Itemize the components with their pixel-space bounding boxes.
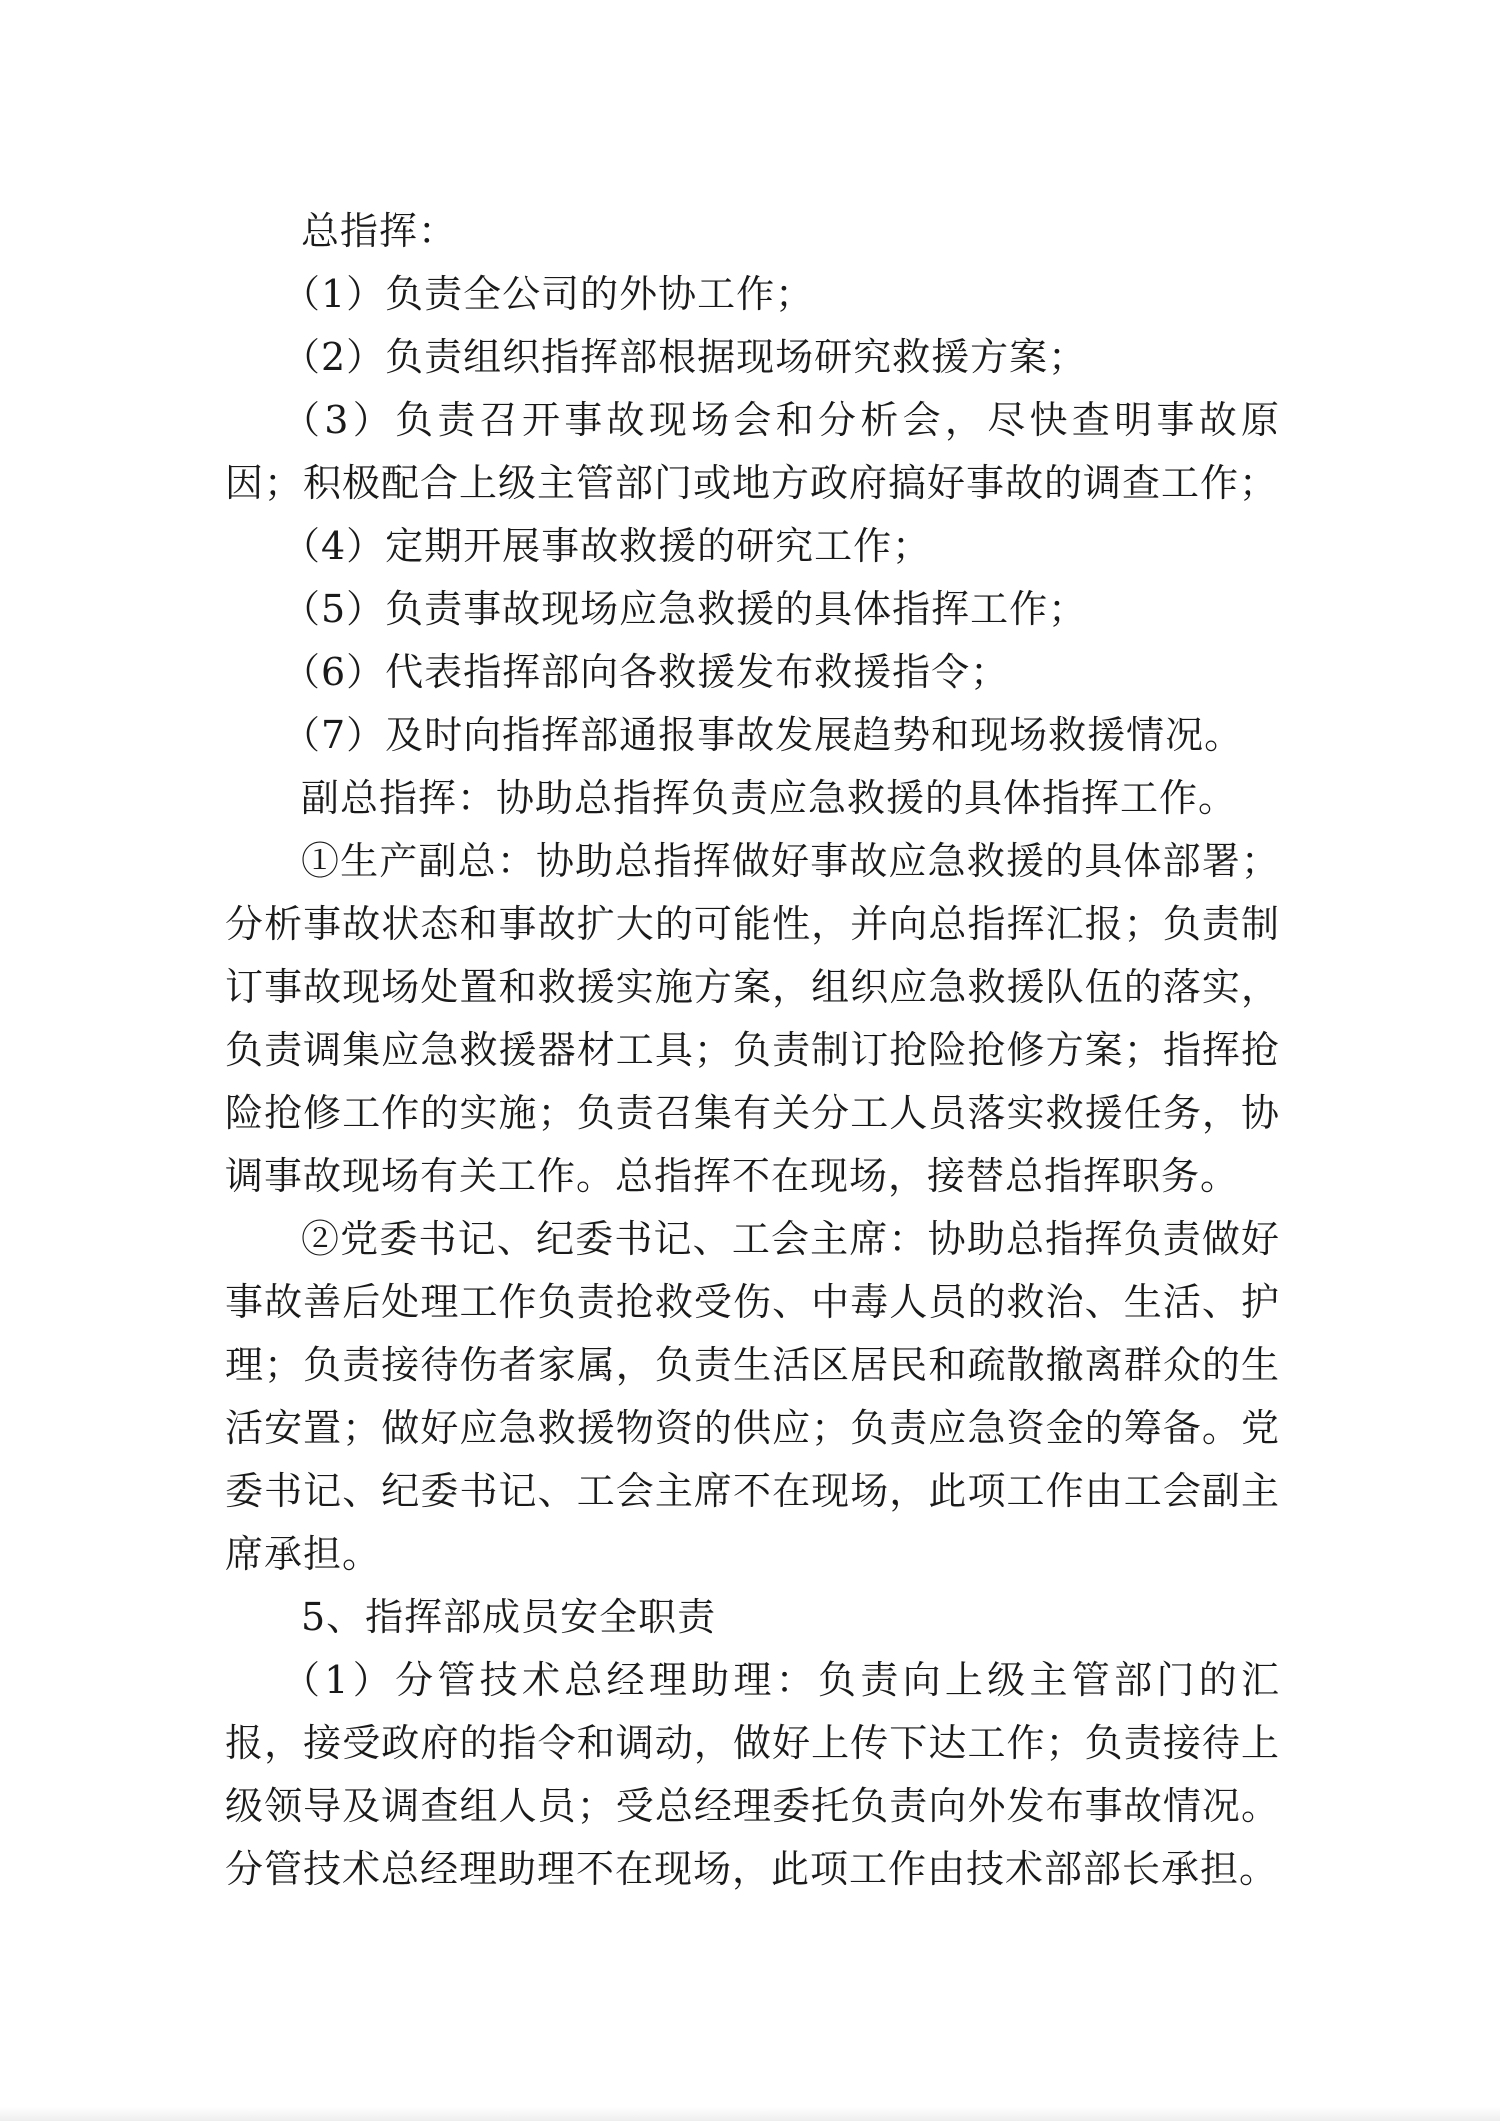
- body-paragraph: ②党委书记、纪委书记、工会主席：协助总指挥负责做好事故善后处理工作负责抢救受伤、中毒人员的救治、生活、护理；负责接待伤者家属，负责生活区居民和疏散撤离群众的生活安置；做好应急救援物资的供应；负责应急资金的筹备。党委书记、纪委书记、工会主席不在现场，此项工作由工会副主席承担。: [225, 1217, 1280, 1576]
- list-item: （1）负责全公司的外协工作；: [282, 272, 815, 316]
- list-item: （6）代表指挥部向各救援发布救援指令；: [282, 650, 1010, 694]
- list-item: （2）负责组织指挥部根据现场研究救援方案；: [282, 335, 1088, 379]
- body-paragraph: （1）分管技术总经理助理：负责向上级主管部门的汇报，接受政府的指令和调动，做好上传下达工作；负责接待上级领导及调查组人员；受总经理委托负责向外发布事故情况。分管技术总经理助理不在现场，此项工作由技术部部长承担。: [225, 1658, 1280, 1891]
- section-heading-deputy-commander: 副总指挥：协助总指挥负责应急救援的具体指挥工作。: [301, 776, 1238, 820]
- body-paragraph: ①生产副总：协助总指挥做好事故应急救援的具体部署；分析事故状态和事故扩大的可能性，并向总指挥汇报；负责制订事故现场处置和救援实施方案，组织应急救援队伍的落实，负责调集应急救援器材工具；负责制订抢险抢修方案；指挥抢险抢修工作的实施；负责召集有关分工人员落实救援任务，协调事故现场有关工作。总指挥不在现场，接替总指挥职务。: [225, 839, 1280, 1198]
- section-heading-commander: 总指挥：: [301, 209, 458, 253]
- document-body: [225, 200, 1280, 1901]
- section-heading-member-duties: 5、指挥部成员安全职责: [301, 1595, 717, 1639]
- list-item: （7）及时向指挥部通报事故发展趋势和现场救援情况。: [282, 713, 1244, 757]
- list-item: （5）负责事故现场应急救援的具体指挥工作；: [282, 587, 1088, 631]
- list-item: （3）负责召开事故现场会和分析会，尽快查明事故原因；积极配合上级主管部门或地方政府搞好事故的调查工作；: [225, 398, 1280, 505]
- scan-edge: [0, 2107, 1500, 2121]
- list-item: （4）定期开展事故救援的研究工作；: [282, 524, 932, 568]
